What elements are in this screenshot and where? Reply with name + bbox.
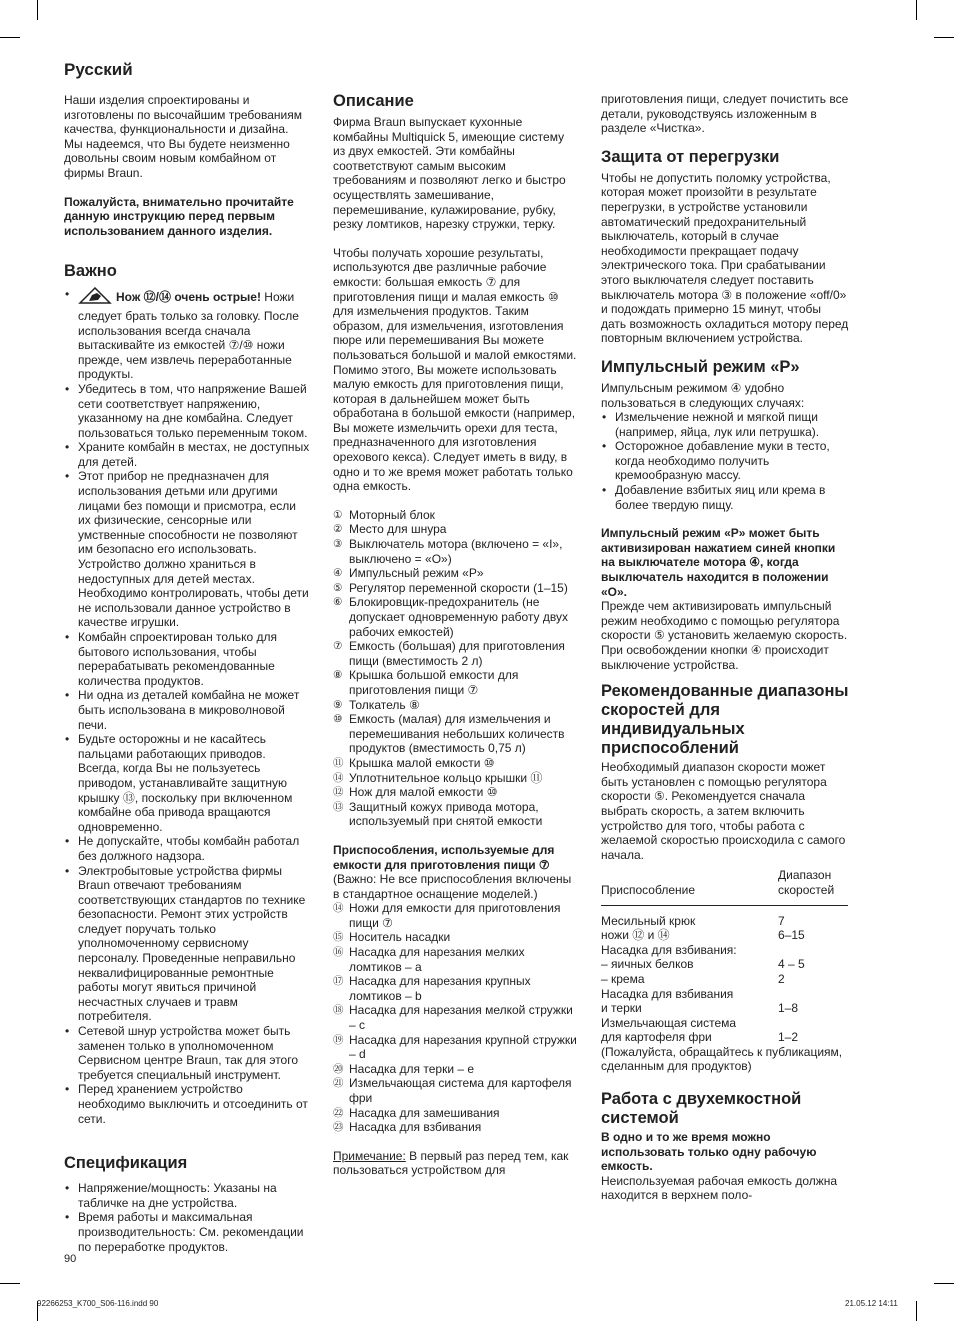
item-text: Емкость (малая) для измельчения и перемешивания небольших количеств продуктов (вместимость 0,75 л) [349, 712, 565, 756]
accessory-cell: для картофеля фри [601, 1030, 712, 1045]
knife-warning-text: Ножи следует брать только за головку. После использования всегда сначала вытаскивайте из емкостей ⑦/⑩ ножи прежде, чем извлечь переработанные продукты. [78, 290, 299, 382]
item-number: ⑲ [333, 1033, 344, 1046]
item-text: Толкатель ⑧ [349, 697, 420, 712]
table-row [601, 972, 848, 987]
accessories-list [333, 901, 579, 1135]
speed-cell: 1–8 [778, 1001, 799, 1016]
accessory-cell: и терки [601, 1001, 642, 1016]
knife-warning-item [64, 287, 310, 382]
pulse-bold-text: Импульсный режим «P» может быть активизирован нажатием синей кнопки на выключателе мотора ④, когда выключатель находится в положении «O». [601, 526, 836, 599]
accessory-cell: Насадка для взбивания: [601, 942, 737, 957]
list-item [333, 668, 579, 697]
accessory-cell: Измельчающая система [601, 1015, 737, 1030]
speed-cell [778, 987, 848, 1002]
list-item: • Этот прибор не предназначен для использования детьми или другими лицами без помощи и присмотра, если их физические, сенсорные или умственные способности не позволяют им безопасно его использовать. Устройство должно храниться в недоступных для детей местах. Необходимо контролировать, чтобы дети не использовали данное устройство в качестве игрушки. [64, 469, 310, 630]
table-note: (Пожалуйста, обращайтесь к публикациям, сделанным для продуктов) [601, 1044, 843, 1074]
list-item [333, 785, 579, 800]
item-number: ② [333, 523, 343, 536]
accessories-note: (Важно: Не все приспособления включены в стандартное оснащение моделей.) [333, 872, 572, 901]
list-item [333, 1003, 579, 1032]
column-2 [333, 92, 579, 1192]
list-item [333, 930, 579, 945]
crop-mark-bottom-right-h [934, 1283, 954, 1284]
pulse-list [601, 410, 849, 512]
item-number: ⑨ [333, 698, 343, 711]
list-item: • Измельчение нежной и мягкой пищи (например, яйца, лук или петрушка). [601, 410, 849, 439]
list-item [333, 698, 579, 713]
table-row [601, 987, 848, 1002]
item-number: ⑳ [333, 1062, 344, 1075]
table-header-accessory: Приспособление [601, 882, 695, 897]
item-text: Блокировщик-предохранитель (не допускает одновременную работу двух рабочих емкостей) [349, 595, 568, 639]
item-number: ⑩ [333, 713, 343, 726]
item-number: ⑦ [333, 640, 343, 653]
item-number: ⑰ [333, 975, 344, 988]
intro-paragraph: Наши изделия спроектированы и изготовлены по высочайшим требованиям качества, функциональности и дизайна. Мы надеемся, что Вы будете неизменно довольны своим новым комбайном от фирмы Braun. [64, 93, 302, 180]
item-text: Насадка для нарезания мелких ломтиков – a [349, 945, 525, 974]
description-paragraph-1: Фирма Braun выпускает кухонные комбайны Multiquick 5, имеющие систему из двух емкостей. Эти комбайны соответствуют самым высоким требованиям и позволяют легко и быстро осуществлять замешивание, перемешивание, кулажирование, рубку, резку ломтиков, нарезку стружки, терку. [333, 115, 566, 232]
item-text: Носитель насадки [349, 930, 451, 945]
overload-heading: Защита от перегрузки [601, 147, 780, 166]
item-number: ⑱ [333, 1004, 344, 1017]
item-text: Крышка большой емкости для приготовления пищи ⑦ [349, 668, 519, 697]
list-item: • Электробытовые устройства фирмы Braun отвечают требованиям соответствующих стандартов по технике безопасности. Ремонт этих устройств следует поручать только уполномоченному сервисному персоналу. Проведенные неправильно неквалифицированные ремонтные работы могут явиться причиной несчастных случаев и травм потребителя. [64, 864, 310, 1025]
item-number: ① [333, 508, 343, 521]
list-item: • Ни одна из деталей комбайна не может быть использована в микроволновой печи. [64, 688, 310, 732]
list-item [333, 537, 579, 566]
accessory-cell: – крема [601, 971, 645, 986]
table-row [601, 1030, 848, 1045]
table-row [601, 1001, 848, 1016]
list-item [333, 901, 579, 930]
crop-mark-top-left-h [0, 37, 20, 38]
item-text: Насадка для нарезания мелкой стружки – c [349, 1003, 573, 1033]
list-item: • Добавление взбитых яиц или крема в более твердую пищу. [601, 483, 849, 512]
important-heading: Важно [64, 262, 117, 281]
item-text: Место для шнура [349, 522, 447, 537]
list-item: • Время работы и максимальная производительность: См. рекомендации по переработке продуктов. [64, 1210, 310, 1254]
item-text: Моторный блок [349, 507, 435, 522]
item-text: Защитный кожух привода мотора, используемый при снятой емкости [349, 799, 543, 829]
first-use-note [333, 1149, 579, 1178]
list-item: • Комбайн спроектирован только для бытового использования, чтобы перерабатывать рекомендованные количества продуктов. [64, 630, 310, 688]
list-item [333, 712, 579, 756]
table-row [601, 905, 848, 928]
accessories-heading: Приспособления, используемые для емкости для приготовления пищи ⑦ [333, 842, 555, 872]
item-text: Насадка для терки – e [349, 1061, 475, 1076]
pulse-intro: Импульсным режимом ④ удобно пользоваться в следующих случаях: [601, 380, 805, 410]
list-item [333, 1120, 579, 1135]
speed-cell [778, 943, 848, 958]
accessory-cell: – яичных белков [601, 957, 694, 972]
list-item: • Храните комбайн в местах, не доступных для детей. [64, 440, 310, 469]
table-row [601, 928, 848, 943]
item-number: ㉒ [333, 1106, 344, 1119]
overload-text: Чтобы не допустить поломку устройства, которая может произойти в результате перегрузки, в устройстве установили автоматический предохранительный выключатель, который в случае необходимости прекращает подачу электрического тока. При срабатывании этого выключателя следует поставить выключатель мотора ③ в положение «off/0» и подождать примерно 15 минут, чтобы дать возможность охладиться мотору перед повторным включением устройства. [601, 170, 849, 346]
speed-text: Необходимый диапазон скорости может быть установлен с помощью регулятора скорости ⑤. Рекомендуется сначала выбрать скорость, а затем включить устройство для того, чтобы работа с желаемой скоростью происходила с самого начала. [601, 760, 846, 862]
list-item [333, 1076, 579, 1105]
crop-mark-top-right-h [934, 37, 954, 38]
item-number: ⑫ [333, 786, 344, 799]
item-text: Насадка для нарезания крупной стружки – d [349, 1032, 577, 1062]
list-item: • Напряжение/мощность: Указаны на табличке на дне устройства. [64, 1181, 310, 1210]
parts-list [333, 508, 579, 829]
table-row [601, 943, 848, 958]
item-text: Ножи для емкости для приготовления пищи ⑦ [349, 901, 561, 930]
speed-cell: 4 – 5 [778, 957, 805, 972]
item-number: ④ [333, 567, 343, 580]
column-3 [601, 92, 849, 1203]
note-label: Примечание: [333, 1148, 406, 1163]
list-item: • Перед хранением устройство необходимо выключить и отсоединить от сети. [64, 1082, 310, 1126]
item-number: ⑬ [333, 800, 344, 813]
important-list [64, 287, 310, 1126]
pulse-text: Прежде чем активизировать импульсный режим необходимо с помощью регулятора скорости ⑤ установить желаемую скорость. При освобождении кнопки ④ происходит выключение устройства. [601, 599, 848, 672]
list-item: • Не допускайте, чтобы комбайн работал без должного надзора. [64, 834, 310, 863]
item-text: Насадка для взбивания [349, 1120, 482, 1135]
pulse-heading: Импульсный режим «P» [601, 357, 800, 376]
list-item [333, 756, 579, 771]
list-item [333, 522, 579, 537]
spec-list [64, 1181, 310, 1254]
note-text: В первый раз перед тем, как пользоваться устройством для [333, 1148, 569, 1178]
item-text: Регулятор переменной скорости (1–15) [349, 580, 568, 595]
dual-system-heading: Работа с двухемкостной системой [601, 1090, 802, 1128]
list-item [333, 1106, 579, 1121]
speed-cell: 6–15 [778, 928, 805, 943]
list-item [333, 945, 579, 974]
dual-system-text: Неиспользуемая рабочая емкость должна находится в верхнем поло- [601, 1173, 838, 1203]
item-text: Измельчающая система для картофеля фри [349, 1076, 572, 1105]
column-1 [64, 60, 310, 1254]
item-number: ⑭ [333, 771, 344, 784]
speed-cell [778, 1016, 848, 1031]
item-text: Насадка для замешивания [349, 1105, 500, 1120]
read-notice: Пожалуйста, внимательно прочитайте данную инструкцию перед первым использованием данного изделия. [64, 194, 294, 238]
speed-heading: Рекомендованные диапазоны скоростей для индивидуальных приспособлений [601, 682, 849, 758]
knife-warning-bold: Нож ⑫/⑭ очень острые! [116, 290, 261, 305]
speed-cell: 2 [778, 971, 785, 986]
item-number: ③ [333, 538, 343, 551]
date-time: 21.05.12 14:11 [845, 1299, 898, 1308]
item-number: ⑯ [333, 946, 344, 959]
item-text: Импульсный режим «P» [349, 566, 484, 581]
item-number: ㉓ [333, 1121, 344, 1134]
list-item [333, 639, 579, 668]
item-number: ⑪ [333, 756, 344, 769]
hand-knife-warning-icon [78, 287, 112, 309]
crop-mark-top-left-v [37, 0, 38, 20]
list-item [333, 581, 579, 596]
item-number: ㉑ [333, 1077, 344, 1090]
dual-system-bold: В одно и то же время можно использовать только одну рабочую емкость. [601, 1130, 817, 1174]
spec-heading: Спецификация [64, 1154, 188, 1173]
item-number: ⑧ [333, 669, 343, 682]
item-number: ⑭ [333, 902, 344, 915]
list-item: • Сетевой шнур устройства может быть заменен только в уполномоченном Сервисном центре Braun, так для этого требуется специальный инструмент. [64, 1024, 310, 1082]
table-row [601, 1016, 848, 1031]
list-item [333, 595, 579, 639]
list-item: • Осторожное добавление муки в тесто, когда необходимо получить кремообразную массу. [601, 439, 849, 483]
crop-mark-bottom-right-v [916, 1301, 917, 1321]
item-text: Нож для малой емкости ⑩ [349, 785, 498, 800]
speed-cell: 7 [778, 913, 785, 928]
table-row [601, 957, 848, 972]
speed-cell: 1–2 [778, 1030, 799, 1045]
item-text: Выключатель мотора (включено = «I», выключено = «O») [349, 537, 563, 566]
item-text: Емкость (большая) для приготовления пищи (вместимость 2 л) [349, 639, 565, 668]
continued-text: приготовления пищи, следует почистить все детали, руководствуясь изложенным в разделе «Чистка». [601, 92, 849, 136]
list-item: • Убедитесь в том, что напряжение Вашей сети соответствует напряжению, указанному на дне комбайна. Следует пользоваться только переменным током. [64, 382, 310, 440]
file-name: 92266253_K700_S06-116.indd 90 [37, 1299, 159, 1308]
item-text: Крышка малой емкости ⑩ [349, 755, 495, 770]
item-number: ⑥ [333, 596, 343, 609]
table-header-speed: Диапазон скоростей [778, 868, 835, 897]
page-number: 90 [64, 1253, 77, 1265]
accessory-cell: Насадка для взбивания [601, 986, 734, 1001]
language-heading: Русский [64, 60, 133, 79]
crop-mark-top-right-v [916, 0, 917, 20]
item-number: ⑮ [333, 931, 344, 944]
list-item [333, 1062, 579, 1077]
speed-table [601, 868, 848, 1045]
item-number: ⑤ [333, 581, 343, 594]
list-item [333, 508, 579, 523]
item-text: Насадка для нарезания крупных ломтиков – b [349, 974, 531, 1003]
list-item [333, 566, 579, 581]
list-item [333, 771, 579, 786]
list-item [333, 1033, 579, 1062]
list-item: • Будьте осторожны и не касайтесь пальцами работающих приводов. Всегда, когда Вы не пользуетесь приводом, устанавливайте защитную крышку ⑬, поскольку при включенном комбайне оба привода вращаются одновременно. [64, 732, 310, 834]
accessory-cell: ножи ⑫ и ⑭ [601, 928, 670, 943]
description-heading: Описание [333, 92, 414, 110]
item-text: Уплотнительное кольцо крышки ⑪ [349, 770, 543, 785]
list-item [333, 800, 579, 829]
description-paragraph-2: Чтобы получать хорошие результаты, используются две различные рабочие емкости: большая емкость ⑦ для приготовления пищи и малая емкость ⑩ для измельчения продуктов. Таким образом, для измельчения, изготовления пюре или перемешивания Вы можете пользоваться большой и малой емкостями. Помимо этого, Вы можете использовать малую емкость для приготовления пищи, которая в дальнейшем может быть обработана в большой емкости (например, Вы можете измельчить орехи для теста, предназначенного для изготовления орехового кекса). Следует иметь в виду, в одно и то же время может работать только одна емкость. [333, 245, 577, 494]
crop-mark-bottom-left-h [0, 1283, 20, 1284]
accessory-cell: Месильный крюк [601, 913, 696, 928]
list-item [333, 974, 579, 1003]
speed-table-header [601, 868, 848, 905]
